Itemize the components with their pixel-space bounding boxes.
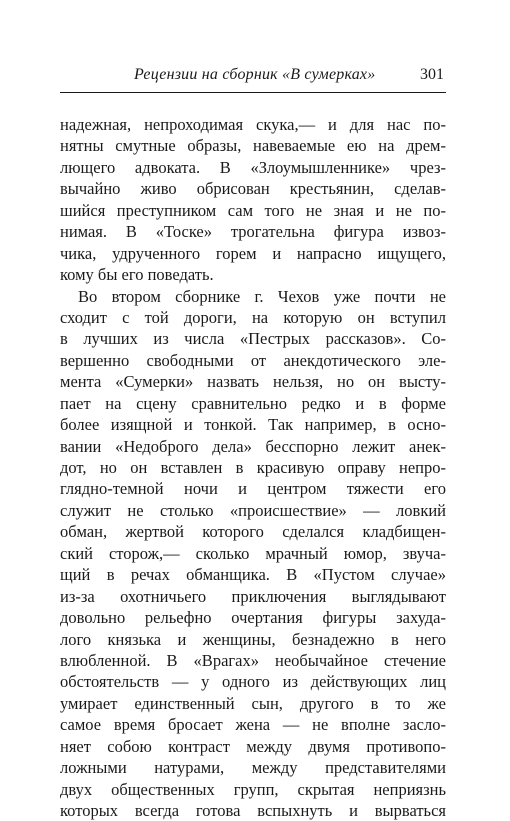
text-line: шийся преступником сам того не зная и не по- [60,200,446,220]
text-line: ский сторож,— сколько мрачный юмор, звуча- [60,543,446,563]
text-line: пает на сцену сравнительно редко и в форме [60,393,446,413]
text-line: которых всегда готова вспыхнуть и вырваться [60,801,446,820]
body-text [60,114,446,821]
text-line: няет собою контраст между двумя противопо- [60,736,446,756]
text-line: сходит с той дороги, на которую он вступил [60,307,446,327]
text-line: глядно-темной ночи и центром тяжести его [60,479,446,499]
text-line: обман, жертвой которого сделался кладбищен- [60,522,446,542]
text-line: лого князька и женщины, безнадежно в него [60,629,446,649]
text-line: дот, но он вставлен в красивую оправу непро- [60,458,446,477]
running-title: Рецензии на сборник «В сумерках» [134,66,376,83]
text-line: обстоятельств — у одного из действующих лиц [60,672,446,692]
text-line: щий в речах обманщика. В «Пустом случае» [60,565,446,585]
text-line: вании «Недоброго дела» бесспорно лежит анек- [60,436,446,456]
page-number: 301 [420,66,444,83]
text-line: нятны смутные образы, навеваемые ею на дрем- [60,136,446,156]
text-line: ложными натурами, между представителями [60,758,446,778]
text-line: кому бы его поведать. [60,265,214,285]
text-line: чика, удрученного горем и напрасно ищущего, [60,243,446,263]
text-line: вершенно свободными от анекдотического эле- [60,350,446,370]
text-line: надежная, непроходимая скука,— и для нас по- [60,115,446,134]
text-line: вычайно живо обрисован крестьянин, сделав- [60,179,446,199]
text-line: влюбленной. В «Врагах» необычайное стечение [60,650,446,670]
text-line: умирает единственный сын, другого в то же [60,693,446,713]
running-header [60,66,446,88]
text-line: лющего адвоката. В «Злоумышленнике» чрез- [60,157,446,177]
header-rule [60,92,446,93]
text-line: Во втором сборнике г. Чехов уже почти не [78,286,446,306]
text-line: из-за охотничьего приключения выглядывают [60,586,446,606]
text-line: в лучших из числа «Пестрых рассказов». Со- [60,329,446,349]
text-line: мента «Сумерки» назвать нельзя, но он высту- [60,372,446,392]
text-line: самое время бросает жена — не вполне засло- [60,715,446,735]
text-line: служит не столько «происшествие» — ловкий [60,500,446,520]
text-line: нимая. В «Тоске» трогательна фигура извоз- [60,222,446,242]
text-line: довольно рельефно очертания фигуры захуда- [60,608,446,628]
text-line: двух общественных групп, скрытая неприязнь [60,779,446,799]
text-line: более изящной и тонкой. Так например, в осно- [60,415,446,435]
